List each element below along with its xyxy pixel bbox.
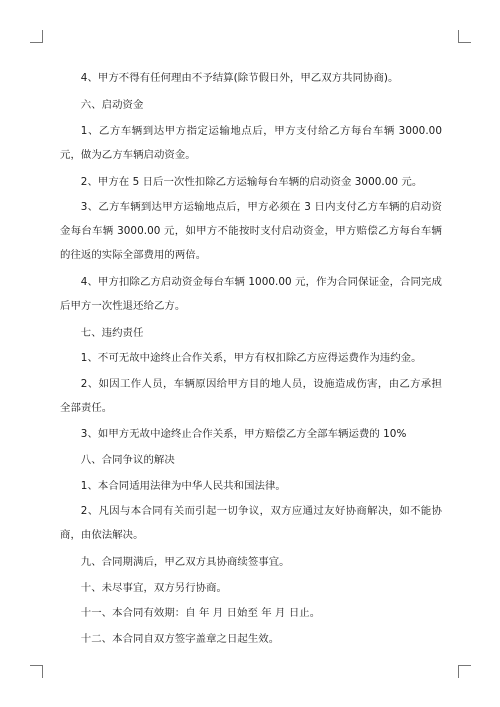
crop-mark-top-left [30, 30, 43, 43]
paragraph-disputes-1: 1、本合同适用法律为中华人民共和国法律。 [80, 480, 286, 492]
paragraph-liability-1: 1、不可无故中途终止合作关系，甲方有权扣除乙方应得运费作为违约金。 [80, 352, 422, 364]
paragraph-disputes-2: 2、凡因与本合同有关而引起一切争议，双方应通过友好协商解决，如不能协商，由依法解决。 [60, 505, 442, 541]
crop-mark-top-right [458, 30, 471, 43]
section-heading-disputes: 八、合同争议的解决 [80, 454, 175, 466]
paragraph-contract-renewal: 九、合同期满后，甲乙双方具协商续签事宜。 [80, 556, 290, 568]
paragraph-startup-funds-1: 1、乙方车辆到达甲方指定运输地点后，甲方支付给乙方每台车辆 3000.00 元，做为乙方车辆启动资金。 [60, 125, 442, 161]
paragraph-startup-funds-4: 4、甲方扣除乙方启动资金每台车辆 1000.00 元，作为合同保证金，合同完成后甲方一次性退还给乙方。 [60, 276, 442, 312]
paragraph-startup-funds-2: 2、甲方在 5 日后一次性扣除乙方运输每台车辆的启动资金 3000.00 元。 [80, 176, 423, 188]
paragraph-startup-funds-3: 3、乙方车辆到达甲方运输地点后，甲方必须在 3 日内支付乙方车辆的启动资金每台车辆 3000.00 元，如甲方不能按时支付启动资金，甲方赔偿乙方每台车辆的往返的实际全部费用的两倍。 [60, 201, 442, 261]
section-heading-liability: 七、违约责任 [80, 327, 144, 339]
crop-mark-bottom-right [458, 665, 471, 678]
paragraph-liability-2: 2、如因工作人员，车辆原因给甲方目的地人员，设施造成伤害，由乙方承担全部责任。 [60, 378, 442, 414]
section-heading-startup-funds: 六、启动资金 [80, 99, 144, 111]
paragraph-effective-date: 十二、本合同自双方签字盖章之日起生效。 [80, 633, 280, 645]
crop-mark-bottom-left [30, 665, 43, 678]
paragraph-settlement-clause-4: 4、甲方不得有任何理由不予结算(除节假日外，甲乙双方共同协商)。 [80, 72, 399, 84]
paragraph-validity-period: 十一、本合同有效期：自 年 月 日始至 年 月 日止。 [80, 607, 321, 619]
paragraph-other-matters: 十、未尽事宜，双方另行协商。 [80, 582, 227, 594]
paragraph-liability-3: 3、如甲方无故中途终止合作关系，甲方赔偿乙方全部车辆运费的 10% [80, 428, 407, 440]
